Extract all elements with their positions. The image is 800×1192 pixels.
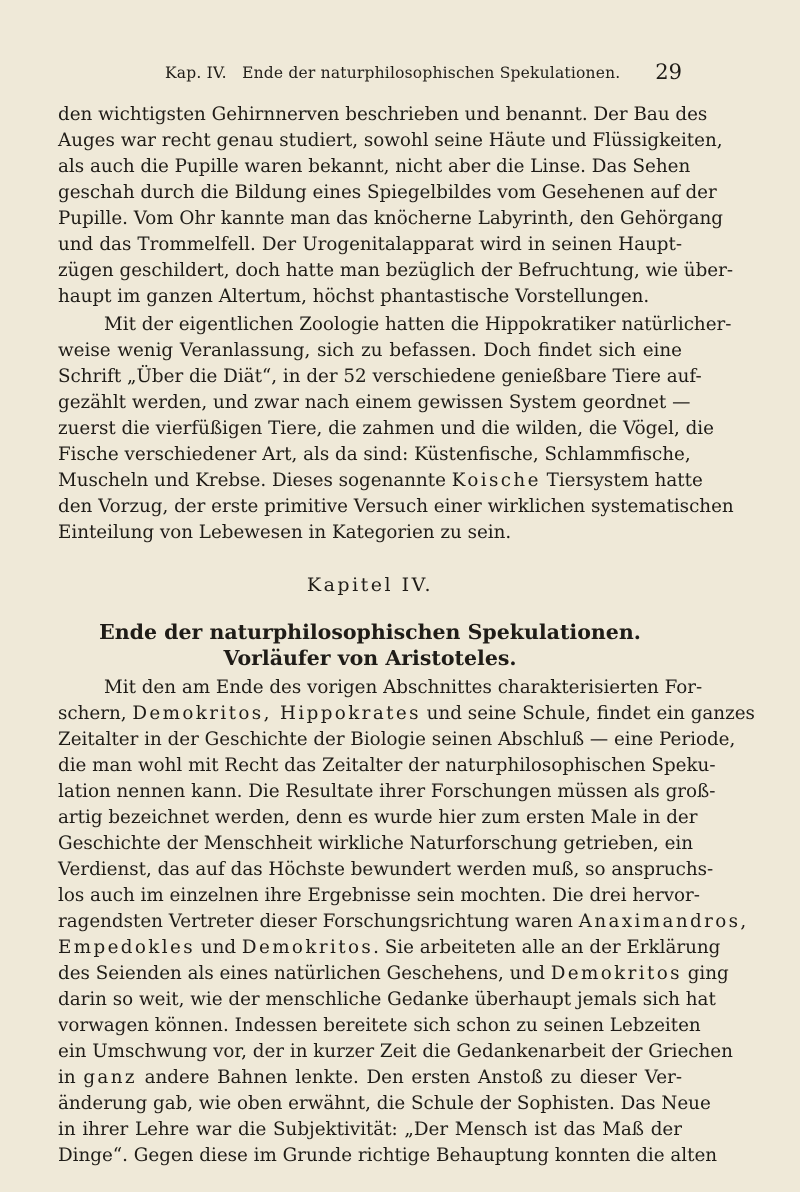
- text-line: vorwagen können. Indessen bereitete sich schon zu seinen Lebzeiten: [58, 1015, 701, 1036]
- text-line: lation nennen kann. Die Resultate ihrer Forschungen müssen als groß-: [58, 781, 716, 802]
- text-line: den wichtigsten Gehirnnerven beschrieben und benannt. Der Bau des: [58, 104, 708, 125]
- text-line: artig bezeichnet werden, denn es wurde hier zum ersten Male in der: [58, 807, 698, 828]
- text-run: und: [195, 937, 242, 958]
- text-line: die man wohl mit Recht das Zeitalter der naturphilosophischen Speku-: [58, 755, 716, 776]
- text-line: ein Umschwung vor, der in kurzer Zeit die Gedankenarbeit der Griechen: [58, 1041, 733, 1062]
- text-run: und seine Schule, findet ein ganzes: [420, 703, 755, 724]
- spaced-term: Koische: [451, 470, 541, 491]
- text-run: andere Bahnen lenkte. Den ersten Anstoß zu dieser Ver-: [136, 1067, 682, 1088]
- text-line: Pupille. Vom Ohr kannte man das knöcherne Labyrinth, den Gehörgang: [58, 208, 723, 229]
- text-run: ging: [681, 963, 729, 984]
- text-line: weise wenig Veranlassung, sich zu befassen. Doch findet sich eine: [58, 340, 682, 361]
- spaced-term: Demokritos, Hippokrates: [132, 703, 421, 724]
- chapter-subtitle: Vorläufer von Aristoteles.: [223, 646, 517, 670]
- text-run: Muscheln und Krebse. Dieses sogenannte: [58, 470, 452, 491]
- text-line: Fische verschiedener Art, als da sind: Küstenfische, Schlammfische,: [58, 444, 691, 465]
- text-line: darin so weit, wie der menschliche Gedanke überhaupt jemals sich hat: [58, 989, 716, 1010]
- text-line: [58, 468, 703, 494]
- text-line: [58, 961, 729, 987]
- running-title: Kap. IV. Ende der naturphilosophischen Spekulationen.: [165, 64, 621, 82]
- text-line: Mit den am Ende des vorigen Abschnittes charakterisierten For-: [104, 677, 703, 698]
- text-line: [58, 1065, 682, 1091]
- text-line: [58, 909, 749, 935]
- text-line: zuerst die vierfüßigen Tiere, die zahmen und die wilden, die Vögel, die: [58, 418, 714, 439]
- text-line: gezählt werden, und zwar nach einem gewissen System geordnet —: [58, 392, 691, 413]
- text-line: Geschichte der Menschheit wirkliche Naturforschung getrieben, ein: [58, 833, 694, 854]
- spaced-term: Empedokles: [58, 937, 196, 958]
- chapter-title: Ende der naturphilosophischen Spekulationen.: [99, 620, 641, 644]
- page-number: 29: [655, 60, 682, 84]
- running-header: [0, 62, 800, 88]
- text-line: und das Trommelfell. Der Urogenitalapparat wird in seinen Haupt-: [58, 234, 682, 255]
- text-line: haupt im ganzen Altertum, höchst phantastische Vorstellungen.: [58, 286, 650, 307]
- text-line: geschah durch die Bildung eines Spiegelbildes vom Gesehenen auf der: [58, 182, 717, 203]
- spaced-term: Demokritos: [241, 937, 374, 958]
- text-line: Zeitalter in der Geschichte der Biologie seinen Abschluß — eine Periode,: [58, 729, 736, 750]
- text-line: Verdienst, das auf das Höchste bewundert werden muß, so anspruchs-: [58, 859, 714, 880]
- text-run: Tiersystem hatte: [540, 470, 703, 491]
- spaced-term: Anaximandros,: [578, 911, 749, 932]
- text-line: zügen geschildert, doch hatte man bezüglich der Befruchtung, wie über-: [58, 260, 734, 281]
- text-line: Schrift „Über die Diät“, in der 52 verschiedene genießbare Tiere auf-: [58, 366, 702, 387]
- text-line: als auch die Pupille waren bekannt, nicht aber die Linse. Das Sehen: [58, 156, 691, 177]
- spaced-term: Demokritos: [550, 963, 682, 984]
- text-line: los auch im einzelnen ihre Ergebnisse sein mochten. Die drei hervor-: [58, 885, 700, 906]
- text-run: . Sie arbeiteten alle an der Erklärung: [373, 937, 721, 958]
- text-line: Einteilung von Lebewesen in Kategorien zu sein.: [58, 522, 512, 543]
- spaced-term: ganz: [83, 1067, 137, 1088]
- text-line: [58, 935, 721, 961]
- text-line: Auges war recht genau studiert, sowohl seine Häute und Flüssigkeiten,: [58, 130, 723, 151]
- text-run: des Seienden als eines natürlichen Geschehens, und: [58, 963, 551, 984]
- text-line: in ihrer Lehre war die Subjektivität: „Der Mensch ist das Maß der: [58, 1119, 682, 1140]
- text-line: [58, 701, 755, 727]
- text-run: in: [58, 1067, 84, 1088]
- text-line: änderung gab, wie oben erwähnt, die Schule der Sophisten. Das Neue: [58, 1093, 711, 1114]
- chapter-label: Kapitel IV.: [306, 574, 434, 596]
- text-run: schern,: [58, 703, 133, 724]
- text-line: Mit der eigentlichen Zoologie hatten die Hippokratiker natürlicher-: [104, 314, 732, 335]
- text-run: ragendsten Vertreter dieser Forschungsrichtung waren: [58, 911, 579, 932]
- text-line: den Vorzug, der erste primitive Versuch einer wirklichen systematischen: [58, 496, 734, 517]
- text-line: Dinge“. Gegen diese im Grunde richtige Behauptung konnten die alten: [58, 1145, 718, 1166]
